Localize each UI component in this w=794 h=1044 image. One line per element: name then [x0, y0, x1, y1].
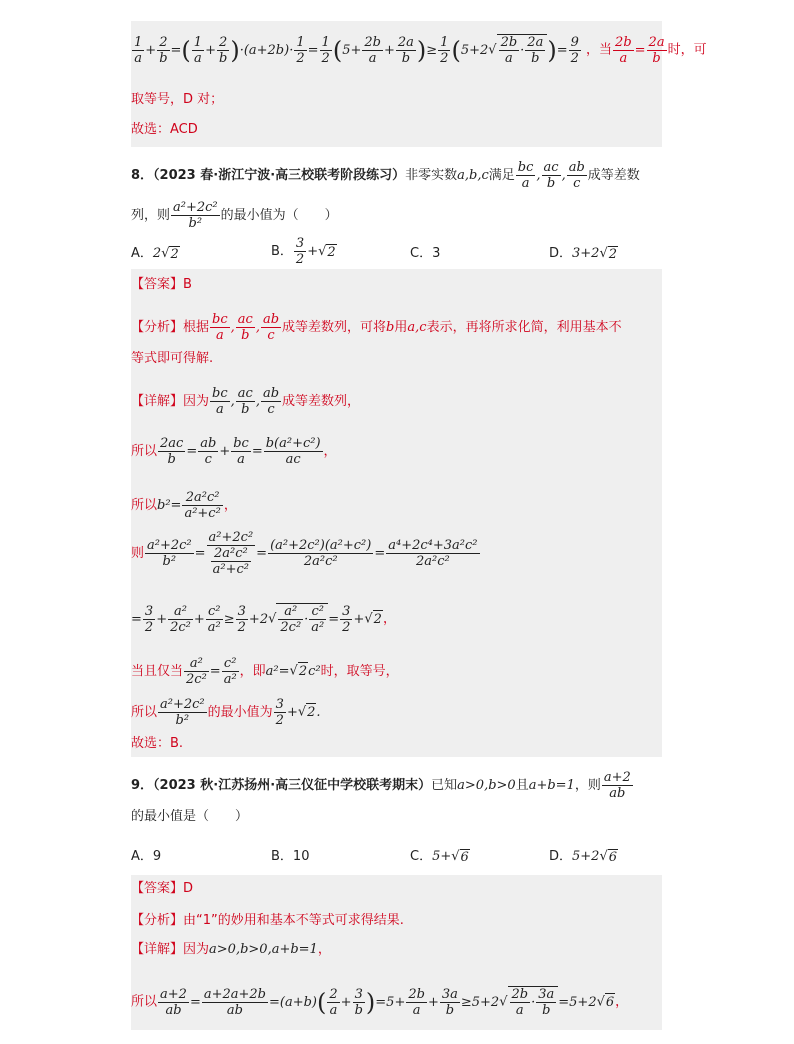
q8-detail-line1 [131, 386, 360, 417]
q8-then-line [131, 530, 481, 577]
q9-detail-line [131, 941, 331, 959]
q8-stem-line1 [131, 160, 640, 191]
q8-analysis-b: 成等差数列，可将 [282, 320, 387, 335]
q8-number: 8． [131, 168, 154, 183]
q8-analysis-line2: 等式即可得解. [131, 351, 214, 366]
q8-option-c[interactable] [410, 242, 440, 261]
q8-stem-a: 非零实数 [405, 168, 458, 183]
q8-stem-line2 [131, 200, 338, 231]
q9-stem-line1 [131, 770, 634, 801]
q7-line2: 取等号，D 对； [131, 92, 224, 107]
q8-option-d[interactable] [549, 242, 618, 262]
q9-stem-c: ，则 [574, 778, 601, 793]
q9-analysis-tag: 【分析】 [131, 913, 184, 928]
q9-so-line: 所以 $\frac{a+2}{ab}$ = $\frac{a+2a+2b}{ab}$ =(a+b)( $\frac{2}{a}$ + $\frac{3}{b}$ )=5+ $\frac{2b}{a}$ + $\frac{3a}{b}$ ≥5+2√ $\frac{2b}{a}$ · $\frac{3a}{b}$ =5+2√6， [131, 986, 629, 1018]
q8-option-c-label: C． [410, 246, 433, 261]
q9-detail-b: ， [317, 942, 331, 957]
q8-equal-c: a²=√2c² [265, 663, 321, 679]
q8-analysis-d: 用 [394, 320, 408, 335]
q7-math-line [131, 34, 707, 66]
q8-detail-tag: 【详解】 [131, 394, 184, 409]
q9-number: 9． [131, 778, 154, 793]
q9-option-d[interactable] [549, 845, 618, 865]
q9-option-c[interactable] [410, 845, 470, 865]
q9-analysis: 由“1”的妙用和基本不等式可求得结果. [183, 913, 404, 928]
q8-seq: $\frac{bc}{a}$ , $\frac{ac}{b}$ , $\frac{ab}{c}$ [517, 160, 585, 191]
q9-option-d-value: 5+2√6 [572, 849, 618, 865]
q8-equal-line [131, 656, 399, 687]
q9-option-b-label: B． [271, 849, 293, 864]
q8-final-b: 的最小值为 [207, 705, 273, 720]
q9-so-label: 所以 [131, 994, 158, 1010]
q9-target-expr: $\frac{a+2}{ab}$ [603, 770, 631, 801]
q8-then-label: 则 [131, 546, 145, 561]
q8-so1-label: 所以 [131, 444, 158, 459]
q9-option-d-label: D． [549, 849, 573, 864]
q8-detail-intro: 因为 [183, 394, 210, 409]
q8-ineq-line: = $\frac{3}{2}$ + $\frac{\text{a²}}{\text{2c²}}$ + $\frac{\text{c²}}{\text{a²}}$ ≥ $\frac{3}{2}$ +2√ $\frac{\text{a²}}{\text{2c²}}$ · $\frac{\text{c²}}{\text{a²}}$ = $\frac{3}{2}$ +√2， [131, 603, 396, 635]
q8-final-a: 所以 [131, 705, 158, 720]
q8-stem-c: 成等差数 [587, 168, 640, 183]
q8-answer: B [183, 277, 192, 292]
q8-analysis-a: 根据 [183, 320, 210, 335]
q8-analysis-seq: $\frac{bc}{a}$ , $\frac{ac}{b}$ , $\frac{ab}{c}$ [212, 312, 280, 343]
q8-stem-line2-a: 列，则 [131, 208, 171, 223]
q9-source: （2023 秋·江苏扬州·高三仪征中学校联考期末） [153, 778, 432, 793]
q9-so-eq: $\frac{a+2}{ab}$ = $\frac{a+2a+2b}{ab}$ =(a+b)( $\frac{2}{a}$ + $\frac{3}{b}$ )=5+ $\frac{2b}{a}$ + $\frac{3a}{b}$ ≥5+2√ $\frac{2b}{a}$ · $\frac{3a}{b}$ =5+2√6 [160, 986, 615, 1018]
q8-so1-eq: $\frac{2ac}{b}$ = $\frac{ab}{c}$ + $\frac{bc}{a}$ = $\frac{\text{b(a²+c²)}}{ac}$ [160, 436, 321, 467]
q8-analysis-f: 表示，再将所求化简，利用基本不 [426, 320, 622, 335]
q9-detail-tag: 【详解】 [131, 942, 184, 957]
q9-detail-a: 因为 [183, 942, 210, 957]
q9-detail-cond: a>0,b>0,a+b=1 [209, 942, 318, 957]
q9-answer-tag: 【答案】 [131, 881, 184, 896]
q8-final-expr: $\frac{\text{a²+2c²}}{\text{b²}}$ [160, 697, 205, 728]
q9-analysis-line [131, 912, 404, 930]
q9-cond2: a+b=1 [528, 778, 575, 793]
q8-equal-d: 时，取等号， [320, 664, 399, 679]
q9-cond: a>0,b>0 [457, 778, 516, 793]
q8-equal-cond: $\frac{\text{a²}}{\text{2c²}}$ = $\frac{\text{c²}}{\text{a²}}$ [186, 656, 237, 687]
q8-so2-label: 所以 [131, 498, 158, 513]
q8-option-c-value: 3 [432, 246, 441, 261]
q9-stem-b: 且 [515, 778, 529, 793]
q8-option-a-value: 2√2 [152, 246, 179, 262]
q8-stem-line2-b: 的最小值为（ ） [220, 208, 338, 223]
q8-option-b[interactable] [271, 236, 337, 267]
q8-detail-intro-b: 成等差数列， [282, 394, 361, 409]
q9-stem-line2: 的最小值是（ ） [131, 809, 249, 824]
q9-option-a-value: 9 [152, 849, 162, 864]
q8-equal-a: 当且仅当 [131, 664, 184, 679]
q7-math-chain: $\frac{1}{a}$ + $\frac{2}{b}$ =( $\frac{1}{a}$ + $\frac{2}{b}$ )·(a+2b)· $\frac{1}{2}$ = $\frac{1}{2}$ (5+ $\frac{2b}{a}$ + $\frac{2a}{b}$ )≥ $\frac{1}{2}$ (5+2√ $\frac{2b}{a}$ · $\frac{2a}{b}$ )= $\frac{9}{2}$ [134, 34, 579, 66]
q9-option-a[interactable] [131, 845, 161, 864]
q8-source: （2023 春·浙江宁波·高三校联考阶段练习） [153, 168, 406, 183]
q8-analysis-line1 [131, 312, 622, 343]
q8-choice: 故选：B. [131, 736, 184, 751]
q8-analysis-e: a,c [407, 320, 427, 335]
q7-when-suffix: 时，可 [667, 42, 707, 58]
q8-then-eq: $\frac{\text{a²+2c²}}{\text{b²}}$ = $\frac{\text{a²+2c²}}{\frac{\text{2a²c²}}{\text{a²+c²}}}$ = $\frac{\text{(a²+2c²)(a²+c²)}}{\text{2a²c²}}$ = $\frac{\text{a⁴+2c⁴+3a²c²}}{\text{2a²c²}}$ [147, 530, 478, 577]
q9-stem-a: 已知 [431, 778, 458, 793]
q8-so2-eq: b²= $\frac{\text{2a²c²}}{\text{a²+c²}}$ [157, 490, 221, 521]
q8-vars: a,b,c [457, 168, 489, 183]
q7-when-cond: $\frac{2b}{a}$ = $\frac{2a}{b}$ [615, 34, 665, 66]
q8-option-b-label: B． [271, 244, 293, 259]
q9-answer-line [131, 880, 193, 898]
q8-option-d-value: 3+2√2 [572, 246, 618, 262]
q8-option-b-value: $\frac{3}{2}$ +√2 [295, 236, 336, 267]
q9-answer: D [183, 881, 194, 896]
q8-analysis-tag: 【分析】 [131, 320, 184, 335]
q8-final-val: $\frac{3}{2}$ +√2. [275, 697, 321, 728]
q8-option-a[interactable] [131, 242, 180, 262]
q8-answer-tag: 【答案】 [131, 277, 184, 292]
q7-when-prefix: ，当 [586, 42, 613, 58]
q9-option-b[interactable] [271, 845, 309, 864]
q8-so2-line: 所以b²= $\frac{\text{2a²c²}}{\text{a²+c²}}$ ， [131, 490, 237, 521]
q8-option-d-label: D． [549, 246, 573, 261]
q8-final-line [131, 697, 321, 728]
q8-answer-line [131, 276, 192, 294]
q8-detail-seq: $\frac{bc}{a}$ , $\frac{ac}{b}$ , $\frac{ab}{c}$ [212, 386, 280, 417]
q8-so1-line: 所以 $\frac{2ac}{b}$ = $\frac{ab}{c}$ + $\frac{bc}{a}$ = $\frac{\text{b(a²+c²)}}{ac}$ ， [131, 436, 337, 467]
q8-stem-b: 满足 [488, 168, 515, 183]
q8-target-expr: $\frac{\text{a²+2c²}}{\text{b²}}$ [173, 200, 218, 231]
q8-analysis-c: b [386, 320, 395, 335]
q9-option-a-label: A． [131, 849, 153, 864]
q7-choice: 故选：ACD [131, 122, 198, 137]
q8-ineq: = $\frac{3}{2}$ + $\frac{\text{a²}}{\text{2c²}}$ + $\frac{\text{c²}}{\text{a²}}$ ≥ $\frac{3}{2}$ +2√ $\frac{\text{a²}}{\text{2c²}}$ · $\frac{\text{c²}}{\text{a²}}$ = $\frac{3}{2}$ +√2 [131, 603, 382, 635]
q9-option-b-value: 10 [292, 849, 310, 864]
q8-equal-b: ，即 [239, 664, 266, 679]
q9-option-c-label: C． [410, 849, 433, 864]
q9-option-c-value: 5+√6 [432, 849, 469, 865]
q8-option-a-label: A． [131, 246, 153, 261]
